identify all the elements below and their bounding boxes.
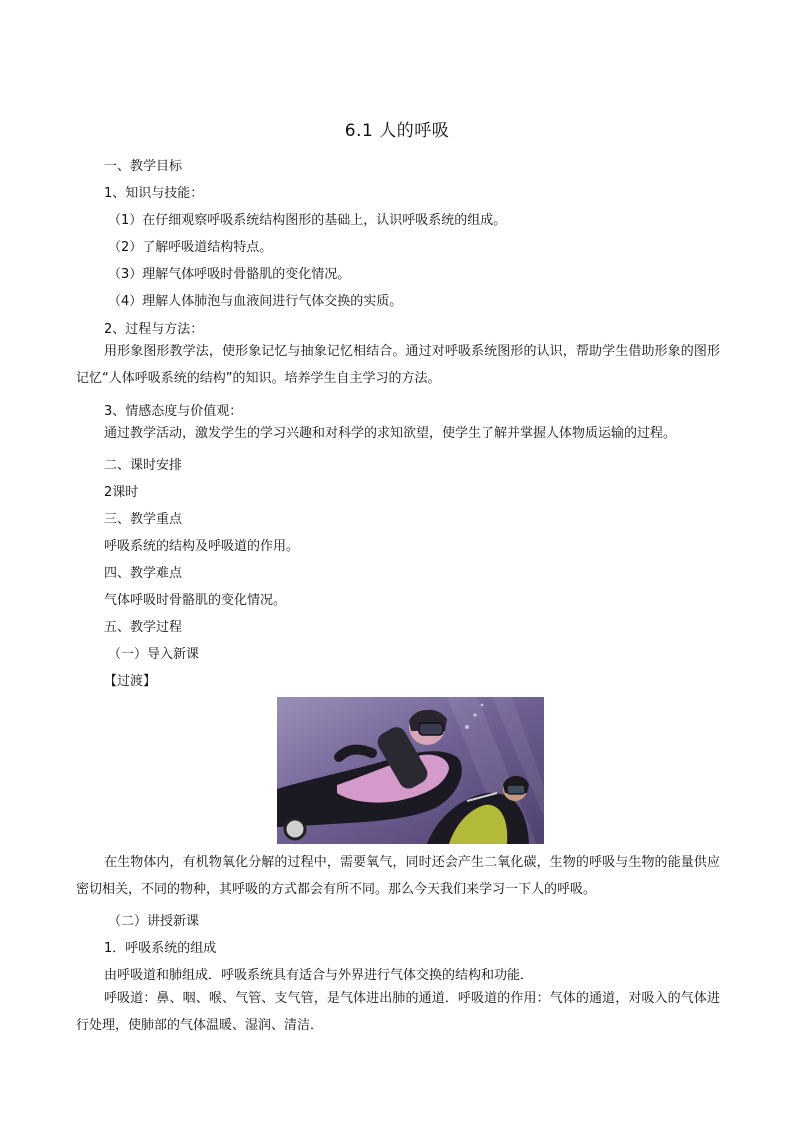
objectives-heading: 一、教学目标 (104, 159, 183, 174)
divers-illustration (277, 697, 544, 844)
difficulty-heading: 四、教学难点 (104, 566, 183, 581)
emotion-paragraph: 通过教学活动，激发学生的学习兴趣和对科学的求知欲望，使学生了解并掌握人体物质运输的过程。 (104, 426, 677, 441)
process-paragraph: 用形象图形教学法，使形象记忆与抽象记忆相结合。通过对呼吸系统图形的认识，帮助学生借助形象的图形记忆“人体呼吸系统的结构”的知识。培养学生自主学习的方法。 (76, 344, 720, 386)
knowledge-item: （1）在仔细观察呼吸系统结构图形的基础上，认识呼吸系统的组成。 (108, 213, 507, 228)
schedule-heading: 二、课时安排 (104, 458, 183, 473)
knowledge-item: （3）理解气体呼吸时骨骼肌的变化情况。 (108, 267, 351, 282)
page-title: 6.1 人的呼吸 (344, 121, 450, 141)
composition-text: 由呼吸道和肺组成．呼吸系统具有适合与外界进行气体交换的结构和功能． (104, 968, 534, 983)
difficulty-text: 气体呼吸时骨骼肌的变化情况。 (104, 593, 287, 608)
emotion-heading: 3、情感态度与价值观： (104, 404, 243, 419)
airway-paragraph: 呼吸道：鼻、咽、喉、气管、支气管，是气体进出肺的通道．呼吸道的作用：气体的通道，对吸入的气体进行处理，使肺部的气体温暖、湿润、清洁． (76, 991, 720, 1033)
intro-heading: （一）导入新课 (108, 647, 200, 662)
divers-photo (277, 697, 544, 844)
intro-paragraph: 在生物体内，有机物氧化分解的过程中，需要氧气，同时还会产生二氧化碳，生物的呼吸与生物的能量供应密切相关，不同的物种，其呼吸的方式都会有所不同。那么今天我们来学习一下人的呼吸。 (76, 855, 720, 897)
composition-heading: 1．呼吸系统的组成 (104, 941, 217, 956)
key-heading: 三、教学重点 (104, 512, 183, 527)
knowledge-heading: 1、知识与技能： (104, 186, 204, 201)
process-steps-heading: 五、教学过程 (104, 620, 183, 635)
lecture-heading: （二）讲授新课 (108, 914, 200, 929)
knowledge-item: （4）理解人体肺泡与血液间进行气体交换的实质。 (108, 294, 403, 309)
process-heading: 2、过程与方法： (104, 322, 204, 337)
knowledge-item: （2）了解呼吸道结构特点。 (108, 240, 273, 255)
key-text: 呼吸系统的结构及呼吸道的作用。 (104, 539, 300, 554)
schedule-text: 2课时 (104, 485, 139, 500)
transition-label: 【过渡】 (104, 674, 157, 689)
